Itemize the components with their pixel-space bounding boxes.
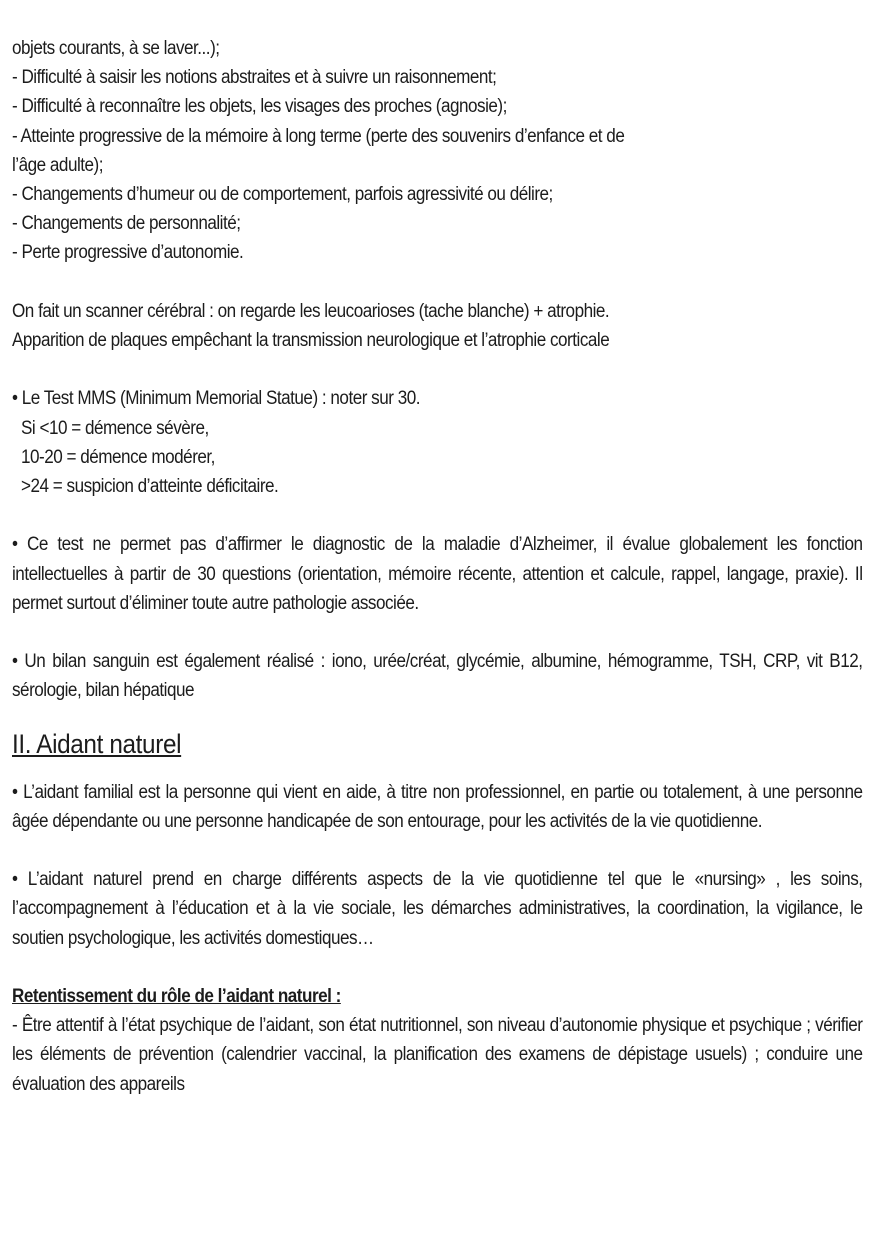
bilan-paragraph: • Un bilan sanguin est également réalisé : iono, urée/créat, glycémie, albumine, hémogramme, TSH, CRP, vit B12, sérologie, bilan hépatique [12,651,863,702]
spacer [12,836,863,865]
intro-line: - Changements d’humeur ou de comportement, parfois agressivité ou délire; [12,184,553,206]
intro-line: - Changements de personnalité; [12,213,241,235]
scanner-line: Apparition de plaques empêchant la transmission neurologique et l’atrophie corticale [12,330,610,352]
spacer [12,618,863,647]
intro-line: - Atteinte progressive de la mémoire à long terme (perte des souvenirs d’enfance et de [12,125,625,147]
mms-item: 10-20 = démence modérer, [21,446,215,468]
spacer [12,706,863,726]
aidant-paragraph-1: • L’aidant familial est la personne qui vient en aide, à titre non professionnel, en partie ou totalement, à une personne âgée dépendante ou une personne handicapée de son entourage, pour les activités de la vie quotidienne. [12,781,863,832]
mms-item: >24 = suspicion d’atteinte déficitaire. [21,476,279,498]
mms-item: Si <10 = démence sévère, [21,417,209,439]
aidant-paragraph-2: • L’aidant naturel prend en charge différents aspects de la vie quotidienne tel que le «nursing» , les soins, l’accompagnement à l’éducation et à la vie sociale, les démarches administratives, la coordination, la vigilance, le soutien psychologique, les activités domestiques… [12,869,863,949]
spacer [12,953,863,982]
test-paragraph: • Ce test ne permet pas d’affirmer le diagnostic de la maladie d’Alzheimer, il évalue globalement les fonction intellectuelles à partir de 30 questions (orientation, mémoire récente, attention et calcule, rappel, langage, praxie). Il permet surtout d’éliminer toute autre pathologie associée. [12,534,863,614]
spacer [12,355,863,384]
intro-line: - Perte progressive d’autonomie. [12,242,244,264]
intro-line: l’âge adulte); [12,154,103,176]
spacer [12,268,863,297]
intro-line: - Difficulté à reconnaître les objets, les visages des proches (agnosie); [12,96,507,118]
intro-line: objets courants, à se laver...); [12,38,220,59]
spacer [12,762,863,778]
intro-line: - Difficulté à saisir les notions abstraites et à suivre un raisonnement; [12,67,497,89]
scanner-line: On fait un scanner cérébral : on regarde les leucoarioses (tache blanche) + atrophie. [12,300,610,322]
mms-title: • Le Test MMS (Minimum Memorial Statue) : noter sur 30. [12,388,420,410]
spacer [12,501,863,530]
retentissement-paragraph: - Être attentif à l’état psychique de l’aidant, son état nutritionnel, son niveau d’autonomie physique et psychique ; vérifier les éléments de prévention (calendrier vaccinal, la planification des examens de dépistage usuels) ; conduire une évaluation des appareils [12,1015,863,1095]
retentissement-title: Retentissement du rôle de l’aidant naturel : [12,986,341,1007]
section-title: II. Aidant naturel [12,728,182,759]
document-page [12,34,863,1099]
